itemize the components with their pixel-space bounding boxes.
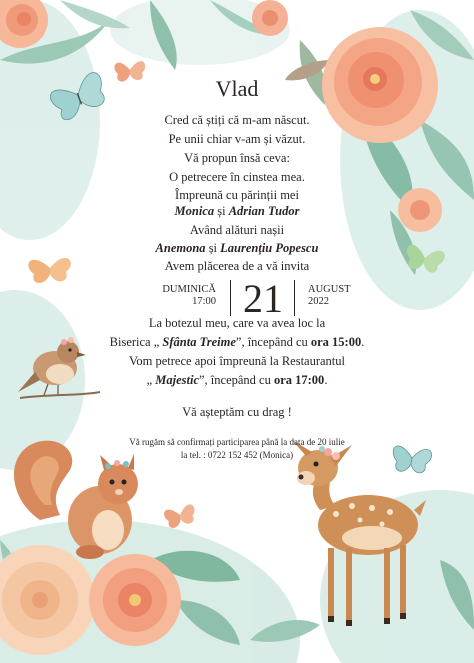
closing-line: Vă așteptăm cu drag ! (182, 405, 292, 419)
church-mid: ”, începând cu (235, 335, 311, 349)
verse-line-1: Cred că știți că m-am născut. (164, 113, 310, 127)
restaurant-mid: ”, începând cu (199, 373, 274, 387)
verse-line-3: Vă propun însă ceva: (184, 151, 290, 165)
event-time: 17:00 (192, 296, 216, 307)
date-left (120, 284, 216, 308)
church-name: Sfânta Treime (162, 335, 236, 349)
butterfly-icon (163, 504, 197, 529)
date-divider-left (230, 280, 231, 316)
godparents-intro: Având alături nașii (189, 223, 285, 237)
invitation-line: Avem plăcerea de a vă invita (164, 259, 310, 273)
weekday: DUMINICĂ (162, 284, 216, 295)
church-time: ora 15:00 (310, 335, 362, 349)
child-name: Vlad (215, 76, 259, 101)
parents-conjunction: și (214, 204, 229, 218)
rsvp-line: Vă rugăm să confirmați participarea până la data de 20 iulie (129, 437, 345, 447)
godparents-conjunction: și (205, 241, 221, 255)
restaurant-line (0, 372, 474, 388)
restaurant-end: . (324, 373, 328, 387)
parent-mother: Monica (174, 204, 215, 218)
godparent-1: Anemona (155, 241, 206, 255)
top-flower-icon (252, 0, 288, 36)
baptism-line: La botezul meu, care va avea loc la (148, 316, 326, 330)
bottom-peony-icon (89, 554, 181, 646)
party-line: Vom petrece apoi împreună la Restaurantul (128, 354, 345, 368)
godparent-2: Laurențiu Popescu (220, 241, 319, 255)
date-right (308, 284, 388, 308)
date-divider-right (294, 280, 295, 316)
day-number: 21 (243, 276, 283, 321)
verse-line-5: Împreună cu părinții mei (175, 188, 299, 202)
church-line (0, 334, 474, 350)
verse-line-4: O petrecere în cinstea mea. (169, 170, 305, 184)
parent-father: Adrian Tudor (228, 204, 300, 218)
parents-line (0, 203, 474, 219)
restaurant-prefix: „ (146, 373, 156, 387)
restaurant-time: ora 17:00 (273, 373, 325, 387)
church-end: . (361, 335, 365, 349)
month: AUGUST (308, 284, 351, 295)
verse-line-2: Pe unii chiar v-am și văzut. (168, 132, 306, 146)
phone-line: la tel. : 0722 152 452 (Monica) (180, 450, 294, 460)
restaurant-name: Majestic (155, 373, 199, 387)
year: 2022 (308, 296, 329, 307)
church-prefix: Biserica „ (109, 335, 163, 349)
godparents-line (0, 240, 474, 256)
